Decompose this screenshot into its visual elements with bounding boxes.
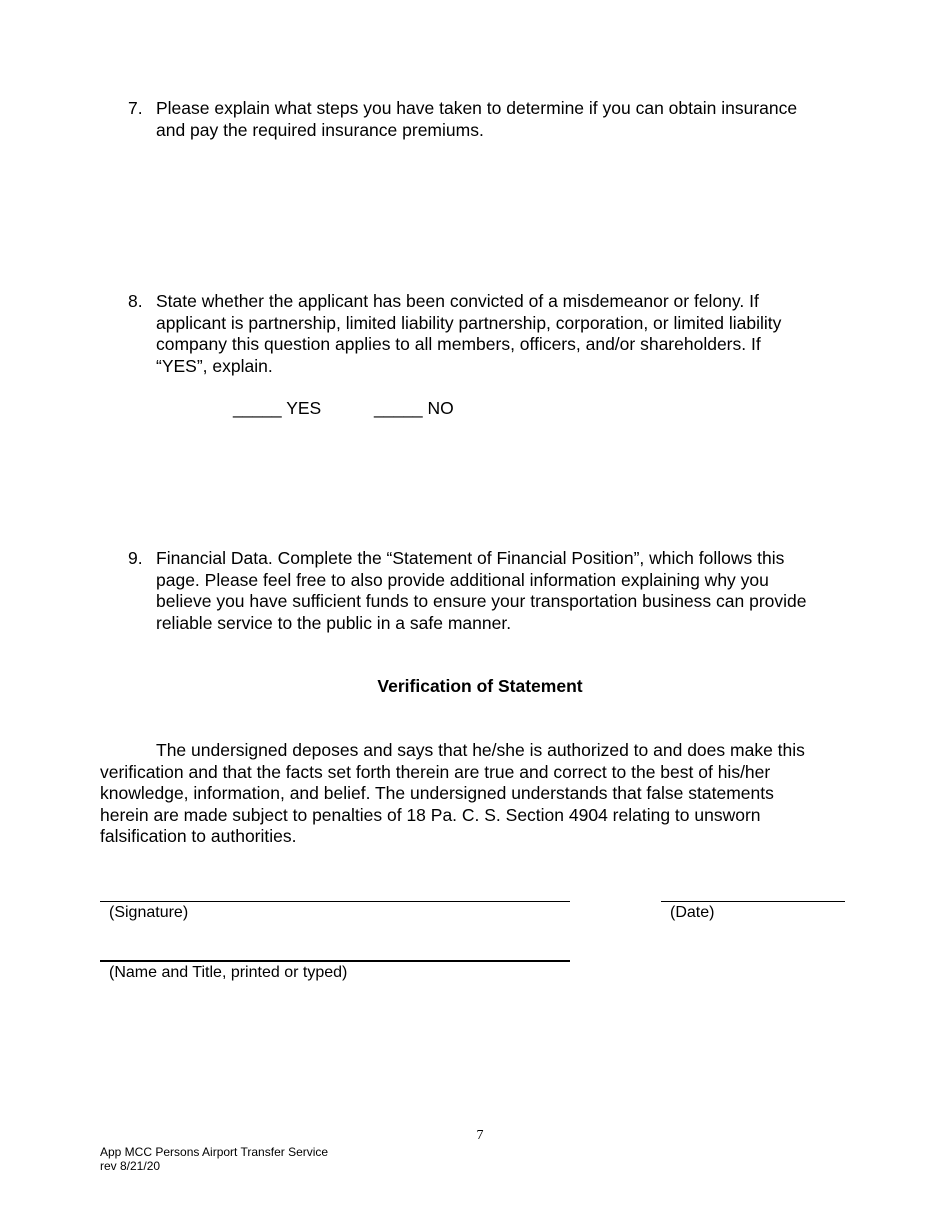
question-8-line: company this question applies to all members, officers, and/or shareholders. If — [156, 334, 761, 354]
page-number: 7 — [476, 1128, 484, 1143]
question-8-line: applicant is partnership, limited liability partnership, corporation, or limited liability — [156, 312, 782, 333]
no-option-blank[interactable]: _____ NO — [374, 398, 454, 418]
footer — [100, 1145, 328, 1173]
question-9-line: page. Please feel free to also provide additional information explaining why you — [156, 569, 769, 590]
question-9-text — [156, 548, 868, 634]
signature-caption: (Signature) — [109, 904, 189, 921]
question-8-line: “YES”, explain. — [156, 355, 273, 376]
verification-line: The undersigned deposes and says that he/she is authorized to and does make this — [156, 740, 805, 760]
question-9-line: reliable service to the public in a safe manner. — [156, 612, 512, 633]
signature-line[interactable] — [100, 901, 570, 902]
name-title-line[interactable] — [100, 960, 570, 962]
date-caption: (Date) — [670, 904, 715, 921]
verification-line: herein are made subject to penalties of 18 Pa. C. S. Section 4904 relating to unsworn — [100, 804, 761, 825]
question-8-text — [156, 291, 868, 377]
question-7-line: and pay the required insurance premiums. — [156, 119, 484, 140]
yes-option-blank[interactable]: _____ YES — [233, 398, 322, 418]
footer-form-name: App MCC Persons Airport Transfer Service — [100, 1145, 329, 1159]
footer-revision: rev 8/21/20 — [100, 1159, 161, 1173]
question-7-line: Please explain what steps you have taken to determine if you can obtain insurance — [156, 98, 798, 118]
question-9-line: believe you have sufficient funds to ensure your transportation business can provide — [156, 591, 807, 611]
name-title-caption: (Name and Title, printed or typed) — [109, 964, 348, 981]
verification-paragraph — [100, 740, 805, 848]
verification-line: verification and that the facts set forth therein are true and correct to the best of his/her — [100, 761, 771, 782]
question-8-line: State whether the applicant has been convicted of a misdemeanor or felony. If — [156, 291, 759, 311]
verification-line: falsification to authorities. — [100, 826, 297, 846]
question-7-number: 7. — [128, 98, 143, 118]
question-9-line: Financial Data. Complete the “Statement of Financial Position”, which follows this — [156, 548, 785, 568]
question-7-text — [156, 98, 868, 141]
date-line[interactable] — [661, 901, 845, 902]
verification-line: knowledge, information, and belief. The undersigned understands that false statements — [100, 783, 774, 803]
question-8-number: 8. — [128, 291, 143, 311]
question-9-number: 9. — [128, 548, 143, 568]
verification-heading: Verification of Statement — [377, 676, 583, 696]
